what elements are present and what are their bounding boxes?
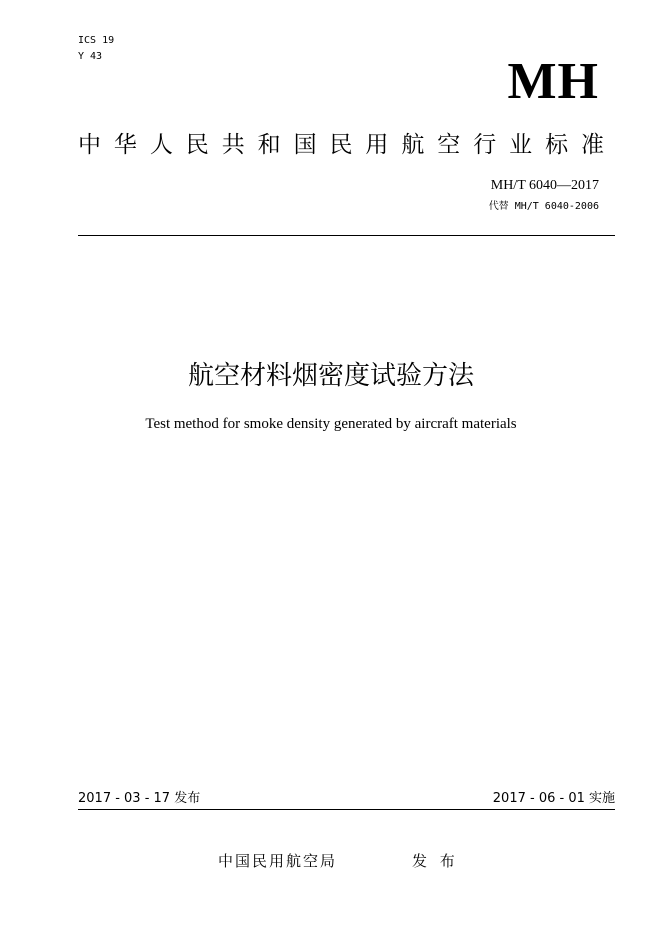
issuing-authority: 中国民用航空局: [218, 852, 338, 870]
publish-date: 2017 - 03 - 17 发布: [78, 791, 201, 806]
standard-category: 中华人民共和国民用航空行业标准: [78, 132, 604, 158]
header-divider: [78, 235, 615, 236]
title-english: Test method for smoke density generated by aircraft materials: [145, 416, 517, 432]
ccs-code: Y 43: [78, 51, 103, 62]
implementation-date: 2017 - 06 - 01 实施: [492, 791, 615, 806]
issue-label: 发 布: [412, 852, 459, 870]
mh-logo: MH: [507, 53, 599, 110]
standard-number: MH/T 6040—2017: [490, 178, 599, 193]
ics-code: ICS 19: [78, 35, 115, 46]
title-chinese: 航空材料烟密度试验方法: [187, 361, 474, 391]
footer-divider: [78, 809, 615, 810]
replaces-note: 代替 MH/T 6040-2006: [488, 201, 599, 212]
classification-codes: [78, 33, 114, 65]
